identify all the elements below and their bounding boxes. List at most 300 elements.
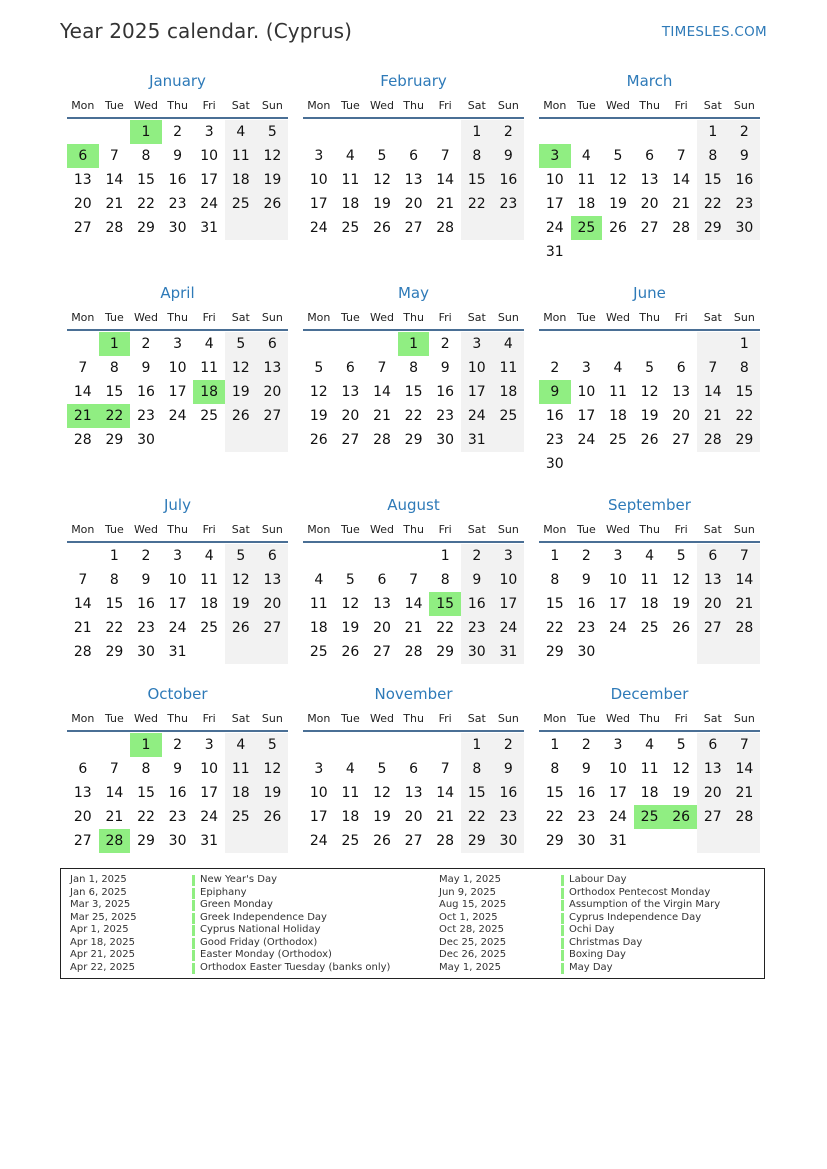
day-cell[interactable]: 9 (503, 761, 513, 777)
day-cell[interactable]: 28 (404, 644, 423, 660)
day-cell[interactable]: 16 (577, 596, 596, 612)
day-cell[interactable]: 24 (609, 620, 627, 636)
day-cell[interactable]: 23 (168, 196, 187, 212)
day-cell[interactable]: 5 (377, 761, 387, 777)
day-cell[interactable]: 17 (309, 809, 328, 825)
day-cell[interactable]: 25 (231, 809, 250, 825)
day-cell[interactable]: 6 (267, 548, 277, 564)
day-cell[interactable]: 9 (440, 360, 450, 376)
day-cell[interactable]: 26 (672, 620, 691, 636)
day-cell[interactable]: 6 (409, 761, 419, 777)
day-cell[interactable]: 1 (550, 548, 560, 564)
day-cell[interactable]: 16 (577, 785, 596, 801)
day-cell[interactable]: 9 (141, 572, 151, 588)
day-cell[interactable]: 24 (200, 196, 219, 212)
holiday-day-cell[interactable]: 25 (571, 216, 603, 240)
day-cell[interactable]: 10 (499, 572, 518, 588)
day-cell[interactable]: 18 (231, 172, 250, 188)
day-cell[interactable]: 22 (105, 620, 124, 636)
day-cell[interactable]: 29 (404, 432, 423, 448)
day-cell[interactable]: 10 (609, 572, 627, 588)
day-cell[interactable]: 3 (613, 548, 623, 564)
day-cell[interactable]: 25 (499, 408, 518, 424)
day-cell[interactable]: 14 (73, 596, 92, 612)
day-cell[interactable]: 5 (267, 737, 277, 753)
day-cell[interactable]: 4 (236, 124, 246, 140)
day-cell[interactable]: 16 (499, 785, 518, 801)
day-cell[interactable]: 19 (263, 172, 282, 188)
day-cell[interactable]: 27 (73, 220, 92, 236)
holiday-day-cell[interactable]: 15 (429, 592, 461, 616)
day-cell[interactable]: 20 (263, 596, 282, 612)
day-cell[interactable]: 16 (436, 384, 455, 400)
day-cell[interactable]: 20 (263, 384, 282, 400)
day-cell[interactable]: 13 (73, 172, 92, 188)
holiday-day-cell[interactable]: 21 (67, 404, 99, 428)
day-cell[interactable]: 23 (137, 408, 155, 424)
day-cell[interactable]: 16 (168, 172, 187, 188)
day-cell[interactable]: 24 (309, 833, 328, 849)
day-cell[interactable]: 30 (168, 833, 187, 849)
day-cell[interactable]: 20 (404, 809, 423, 825)
day-cell[interactable]: 4 (204, 548, 214, 564)
day-cell[interactable]: 28 (105, 220, 124, 236)
day-cell[interactable]: 24 (467, 408, 486, 424)
day-cell[interactable]: 8 (409, 360, 419, 376)
day-cell[interactable]: 31 (499, 644, 518, 660)
holiday-day-cell[interactable]: 28 (99, 829, 131, 853)
day-cell[interactable]: 15 (105, 596, 124, 612)
day-cell[interactable]: 13 (373, 596, 391, 612)
day-cell[interactable]: 15 (467, 172, 486, 188)
day-cell[interactable]: 1 (472, 737, 482, 753)
day-cell[interactable]: 24 (499, 620, 518, 636)
holiday-day-cell[interactable]: 9 (539, 380, 571, 404)
day-cell[interactable]: 14 (735, 761, 754, 777)
day-cell[interactable]: 19 (640, 408, 659, 424)
day-cell[interactable]: 6 (676, 360, 686, 376)
holiday-day-cell[interactable]: 1 (130, 733, 162, 757)
day-cell[interactable]: 20 (703, 596, 722, 612)
day-cell[interactable]: 27 (703, 620, 722, 636)
day-cell[interactable]: 29 (436, 644, 455, 660)
day-cell[interactable]: 5 (676, 548, 686, 564)
day-cell[interactable]: 18 (231, 785, 250, 801)
day-cell[interactable]: 11 (309, 596, 328, 612)
day-cell[interactable]: 6 (78, 761, 88, 777)
day-cell[interactable]: 17 (168, 596, 187, 612)
day-cell[interactable]: 23 (577, 620, 596, 636)
day-cell[interactable]: 21 (703, 408, 722, 424)
day-cell[interactable]: 18 (499, 384, 518, 400)
day-cell[interactable]: 18 (577, 196, 596, 212)
day-cell[interactable]: 24 (609, 809, 627, 825)
day-cell[interactable]: 11 (200, 360, 219, 376)
day-cell[interactable]: 21 (436, 196, 455, 212)
day-cell[interactable]: 7 (739, 548, 749, 564)
day-cell[interactable]: 4 (581, 148, 591, 164)
day-cell[interactable]: 24 (200, 809, 219, 825)
day-cell[interactable]: 14 (404, 596, 423, 612)
day-cell[interactable]: 14 (436, 785, 455, 801)
day-cell[interactable]: 27 (73, 833, 92, 849)
day-cell[interactable]: 19 (373, 809, 391, 825)
day-cell[interactable]: 26 (263, 196, 282, 212)
day-cell[interactable]: 22 (137, 809, 155, 825)
day-cell[interactable]: 8 (472, 148, 482, 164)
day-cell[interactable]: 21 (436, 809, 455, 825)
day-cell[interactable]: 4 (645, 548, 655, 564)
day-cell[interactable]: 2 (173, 737, 183, 753)
day-cell[interactable]: 15 (105, 384, 124, 400)
day-cell[interactable]: 30 (499, 833, 518, 849)
day-cell[interactable]: 26 (309, 432, 328, 448)
day-cell[interactable]: 19 (309, 408, 328, 424)
day-cell[interactable]: 10 (609, 761, 627, 777)
day-cell[interactable]: 20 (703, 785, 722, 801)
day-cell[interactable]: 13 (404, 172, 423, 188)
day-cell[interactable]: 22 (467, 809, 486, 825)
day-cell[interactable]: 17 (545, 196, 564, 212)
day-cell[interactable]: 1 (472, 124, 482, 140)
day-cell[interactable]: 11 (499, 360, 518, 376)
day-cell[interactable]: 27 (263, 408, 282, 424)
day-cell[interactable]: 3 (173, 336, 183, 352)
day-cell[interactable]: 30 (577, 833, 596, 849)
day-cell[interactable]: 18 (609, 408, 627, 424)
day-cell[interactable]: 27 (263, 620, 282, 636)
day-cell[interactable]: 4 (314, 572, 324, 588)
day-cell[interactable]: 1 (550, 737, 560, 753)
day-cell[interactable]: 31 (168, 644, 187, 660)
day-cell[interactable]: 29 (105, 644, 124, 660)
day-cell[interactable]: 1 (109, 548, 119, 564)
day-cell[interactable]: 29 (137, 220, 155, 236)
day-cell[interactable]: 10 (577, 384, 596, 400)
day-cell[interactable]: 19 (609, 196, 627, 212)
day-cell[interactable]: 17 (168, 384, 187, 400)
day-cell[interactable]: 31 (467, 432, 486, 448)
day-cell[interactable]: 12 (373, 172, 391, 188)
day-cell[interactable]: 2 (141, 548, 151, 564)
day-cell[interactable]: 25 (200, 408, 219, 424)
day-cell[interactable]: 24 (545, 220, 564, 236)
day-cell[interactable]: 10 (545, 172, 564, 188)
day-cell[interactable]: 20 (341, 408, 360, 424)
day-cell[interactable]: 31 (609, 833, 627, 849)
holiday-day-cell[interactable]: 26 (665, 805, 697, 829)
day-cell[interactable]: 20 (672, 408, 691, 424)
day-cell[interactable]: 13 (263, 572, 282, 588)
day-cell[interactable]: 20 (73, 809, 92, 825)
day-cell[interactable]: 12 (263, 148, 282, 164)
day-cell[interactable]: 17 (609, 596, 627, 612)
day-cell[interactable]: 18 (640, 785, 659, 801)
day-cell[interactable]: 20 (73, 196, 92, 212)
day-cell[interactable]: 19 (263, 785, 282, 801)
day-cell[interactable]: 16 (467, 596, 486, 612)
day-cell[interactable]: 23 (545, 432, 564, 448)
day-cell[interactable]: 6 (645, 148, 655, 164)
day-cell[interactable]: 13 (703, 761, 722, 777)
holiday-day-cell[interactable]: 1 (130, 120, 162, 144)
day-cell[interactable]: 27 (341, 432, 360, 448)
day-cell[interactable]: 9 (472, 572, 482, 588)
day-cell[interactable]: 11 (609, 384, 627, 400)
day-cell[interactable]: 9 (581, 761, 591, 777)
day-cell[interactable]: 18 (341, 196, 360, 212)
day-cell[interactable]: 15 (545, 785, 564, 801)
day-cell[interactable]: 7 (109, 148, 119, 164)
day-cell[interactable]: 9 (739, 148, 749, 164)
day-cell[interactable]: 11 (640, 761, 659, 777)
day-cell[interactable]: 30 (735, 220, 754, 236)
day-cell[interactable]: 13 (703, 572, 722, 588)
day-cell[interactable]: 13 (404, 785, 423, 801)
day-cell[interactable]: 3 (314, 148, 324, 164)
day-cell[interactable]: 15 (467, 785, 486, 801)
day-cell[interactable]: 27 (404, 220, 423, 236)
day-cell[interactable]: 30 (467, 644, 486, 660)
day-cell[interactable]: 21 (105, 196, 124, 212)
day-cell[interactable]: 28 (373, 432, 391, 448)
day-cell[interactable]: 8 (141, 761, 151, 777)
day-cell[interactable]: 12 (672, 761, 691, 777)
day-cell[interactable]: 3 (173, 548, 183, 564)
day-cell[interactable]: 19 (231, 384, 250, 400)
day-cell[interactable]: 15 (137, 785, 155, 801)
day-cell[interactable]: 24 (309, 220, 328, 236)
day-cell[interactable]: 13 (672, 384, 691, 400)
day-cell[interactable]: 5 (267, 124, 277, 140)
day-cell[interactable]: 30 (545, 456, 564, 472)
day-cell[interactable]: 4 (613, 360, 623, 376)
day-cell[interactable]: 16 (137, 384, 155, 400)
day-cell[interactable]: 17 (499, 596, 518, 612)
day-cell[interactable]: 30 (137, 644, 155, 660)
day-cell[interactable]: 21 (105, 809, 124, 825)
day-cell[interactable]: 31 (545, 244, 564, 260)
day-cell[interactable]: 31 (200, 833, 219, 849)
brand-link[interactable]: TIMESLES.COM (661, 24, 767, 40)
day-cell[interactable]: 26 (263, 809, 282, 825)
day-cell[interactable]: 1 (708, 124, 718, 140)
day-cell[interactable]: 27 (703, 809, 722, 825)
day-cell[interactable]: 1 (440, 548, 450, 564)
day-cell[interactable]: 8 (472, 761, 482, 777)
day-cell[interactable]: 29 (545, 644, 564, 660)
day-cell[interactable]: 19 (231, 596, 250, 612)
holiday-day-cell[interactable]: 25 (634, 805, 666, 829)
day-cell[interactable]: 7 (739, 737, 749, 753)
day-cell[interactable]: 26 (341, 644, 360, 660)
day-cell[interactable]: 9 (503, 148, 513, 164)
day-cell[interactable]: 29 (467, 833, 486, 849)
day-cell[interactable]: 21 (672, 196, 691, 212)
day-cell[interactable]: 31 (200, 220, 219, 236)
day-cell[interactable]: 7 (409, 572, 419, 588)
day-cell[interactable]: 28 (73, 644, 92, 660)
day-cell[interactable]: 30 (577, 644, 596, 660)
day-cell[interactable]: 10 (168, 572, 187, 588)
day-cell[interactable]: 8 (550, 761, 560, 777)
day-cell[interactable]: 13 (73, 785, 92, 801)
day-cell[interactable]: 24 (577, 432, 596, 448)
day-cell[interactable]: 6 (708, 737, 718, 753)
day-cell[interactable]: 16 (545, 408, 564, 424)
day-cell[interactable]: 21 (373, 408, 391, 424)
day-cell[interactable]: 22 (137, 196, 155, 212)
day-cell[interactable]: 12 (672, 572, 691, 588)
day-cell[interactable]: 25 (200, 620, 219, 636)
day-cell[interactable]: 20 (373, 620, 391, 636)
day-cell[interactable]: 7 (377, 360, 387, 376)
day-cell[interactable]: 14 (105, 172, 124, 188)
day-cell[interactable]: 16 (735, 172, 754, 188)
day-cell[interactable]: 11 (200, 572, 219, 588)
day-cell[interactable]: 10 (168, 360, 187, 376)
day-cell[interactable]: 28 (436, 833, 455, 849)
day-cell[interactable]: 29 (735, 432, 754, 448)
day-cell[interactable]: 7 (109, 761, 119, 777)
day-cell[interactable]: 9 (581, 572, 591, 588)
day-cell[interactable]: 12 (609, 172, 627, 188)
day-cell[interactable]: 29 (545, 833, 564, 849)
day-cell[interactable]: 27 (672, 432, 691, 448)
day-cell[interactable]: 17 (200, 172, 219, 188)
day-cell[interactable]: 17 (577, 408, 596, 424)
day-cell[interactable]: 13 (341, 384, 360, 400)
day-cell[interactable]: 2 (739, 124, 749, 140)
day-cell[interactable]: 7 (78, 360, 88, 376)
day-cell[interactable]: 4 (645, 737, 655, 753)
day-cell[interactable]: 14 (373, 384, 391, 400)
day-cell[interactable]: 22 (436, 620, 455, 636)
day-cell[interactable]: 28 (735, 620, 754, 636)
day-cell[interactable]: 11 (231, 761, 250, 777)
day-cell[interactable]: 17 (309, 196, 328, 212)
day-cell[interactable]: 10 (467, 360, 486, 376)
day-cell[interactable]: 23 (137, 620, 155, 636)
day-cell[interactable]: 22 (545, 809, 564, 825)
day-cell[interactable]: 19 (341, 620, 360, 636)
day-cell[interactable]: 4 (345, 761, 355, 777)
day-cell[interactable]: 23 (168, 809, 187, 825)
day-cell[interactable]: 18 (200, 596, 219, 612)
day-cell[interactable]: 9 (141, 360, 151, 376)
day-cell[interactable]: 10 (200, 148, 219, 164)
day-cell[interactable]: 28 (436, 220, 455, 236)
day-cell[interactable]: 8 (550, 572, 560, 588)
day-cell[interactable]: 11 (640, 572, 659, 588)
day-cell[interactable]: 7 (440, 148, 450, 164)
day-cell[interactable]: 6 (708, 548, 718, 564)
day-cell[interactable]: 13 (263, 360, 282, 376)
day-cell[interactable]: 2 (173, 124, 183, 140)
day-cell[interactable]: 27 (404, 833, 423, 849)
day-cell[interactable]: 3 (204, 737, 214, 753)
day-cell[interactable]: 25 (231, 196, 250, 212)
day-cell[interactable]: 8 (739, 360, 749, 376)
day-cell[interactable]: 30 (137, 432, 155, 448)
day-cell[interactable]: 4 (503, 336, 513, 352)
day-cell[interactable]: 29 (703, 220, 722, 236)
day-cell[interactable]: 23 (436, 408, 455, 424)
day-cell[interactable]: 25 (341, 833, 360, 849)
day-cell[interactable]: 1 (739, 336, 749, 352)
day-cell[interactable]: 23 (577, 809, 596, 825)
day-cell[interactable]: 28 (672, 220, 691, 236)
day-cell[interactable]: 3 (472, 336, 482, 352)
day-cell[interactable]: 5 (236, 548, 246, 564)
holiday-day-cell[interactable]: 1 (398, 332, 430, 356)
day-cell[interactable]: 16 (168, 785, 187, 801)
day-cell[interactable]: 30 (168, 220, 187, 236)
day-cell[interactable]: 24 (168, 620, 187, 636)
day-cell[interactable]: 2 (141, 336, 151, 352)
day-cell[interactable]: 11 (577, 172, 596, 188)
day-cell[interactable]: 11 (341, 785, 360, 801)
day-cell[interactable]: 20 (640, 196, 659, 212)
day-cell[interactable]: 22 (404, 408, 423, 424)
day-cell[interactable]: 2 (472, 548, 482, 564)
day-cell[interactable]: 3 (204, 124, 214, 140)
day-cell[interactable]: 13 (640, 172, 659, 188)
day-cell[interactable]: 3 (613, 737, 623, 753)
day-cell[interactable]: 16 (137, 596, 155, 612)
day-cell[interactable]: 11 (231, 148, 250, 164)
day-cell[interactable]: 22 (545, 620, 564, 636)
day-cell[interactable]: 18 (309, 620, 328, 636)
day-cell[interactable]: 9 (173, 148, 183, 164)
day-cell[interactable]: 5 (645, 360, 655, 376)
day-cell[interactable]: 7 (78, 572, 88, 588)
day-cell[interactable]: 12 (373, 785, 391, 801)
day-cell[interactable]: 24 (168, 408, 187, 424)
day-cell[interactable]: 12 (341, 596, 360, 612)
holiday-day-cell[interactable]: 6 (67, 144, 99, 168)
day-cell[interactable]: 26 (609, 220, 627, 236)
day-cell[interactable]: 14 (105, 785, 124, 801)
day-cell[interactable]: 26 (373, 833, 391, 849)
day-cell[interactable]: 10 (309, 785, 328, 801)
day-cell[interactable]: 3 (581, 360, 591, 376)
holiday-day-cell[interactable]: 22 (99, 404, 131, 428)
day-cell[interactable]: 25 (640, 620, 659, 636)
day-cell[interactable]: 26 (231, 620, 250, 636)
day-cell[interactable]: 18 (640, 596, 659, 612)
holiday-day-cell[interactable]: 18 (193, 380, 225, 404)
day-cell[interactable]: 29 (105, 432, 124, 448)
day-cell[interactable]: 23 (499, 809, 518, 825)
day-cell[interactable]: 12 (231, 360, 250, 376)
day-cell[interactable]: 5 (314, 360, 324, 376)
day-cell[interactable]: 21 (735, 596, 754, 612)
day-cell[interactable]: 6 (267, 336, 277, 352)
day-cell[interactable]: 25 (341, 220, 360, 236)
day-cell[interactable]: 2 (440, 336, 450, 352)
day-cell[interactable]: 29 (137, 833, 155, 849)
day-cell[interactable]: 26 (231, 408, 250, 424)
day-cell[interactable]: 17 (467, 384, 486, 400)
day-cell[interactable]: 7 (676, 148, 686, 164)
day-cell[interactable]: 26 (640, 432, 659, 448)
day-cell[interactable]: 22 (467, 196, 486, 212)
day-cell[interactable]: 12 (231, 572, 250, 588)
day-cell[interactable]: 21 (73, 620, 92, 636)
day-cell[interactable]: 9 (173, 761, 183, 777)
day-cell[interactable]: 28 (735, 809, 754, 825)
